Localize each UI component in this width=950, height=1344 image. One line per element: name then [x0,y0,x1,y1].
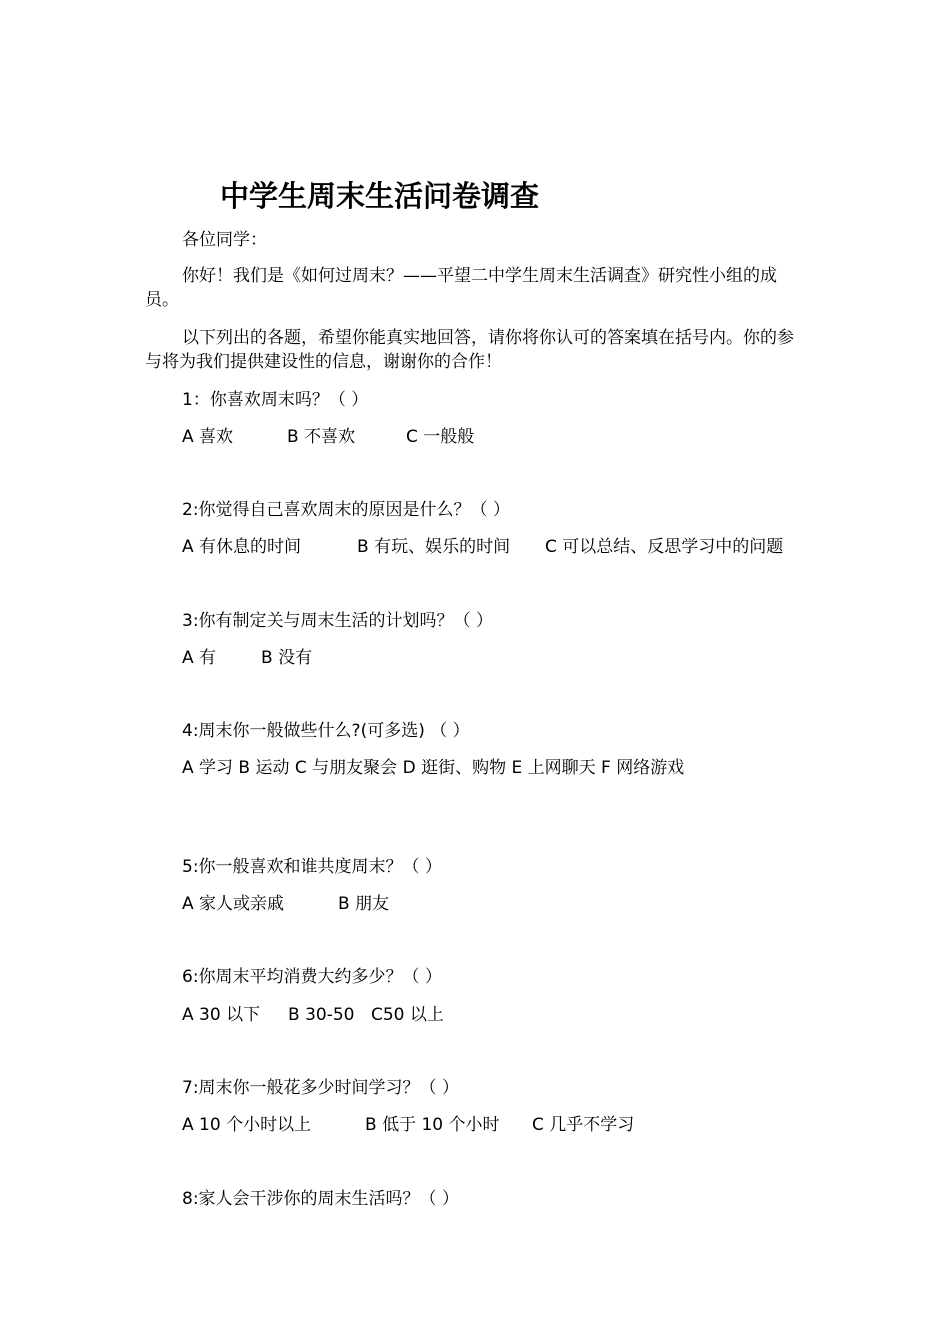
option-b: B 朋友 [338,894,390,914]
intro-paragraph-1: 你好！我们是《如何过周末？——平望二中学生周末生活调查》研究性小组的成员。 [145,266,777,310]
question-5-options [182,892,389,916]
question-7: 7:周末你一般花多少时间学习？（ ） [182,1078,459,1098]
option-b: B 有玩、娱乐的时间 [357,537,511,557]
question-7-options [182,1113,634,1137]
question-2-options [182,535,783,559]
question-2: 2:你觉得自己喜欢周末的原因是什么？（ ） [182,500,510,520]
option-a: A 10 个小时以上 [182,1115,312,1135]
question-3-options [182,646,312,670]
option-b: B 没有 [261,648,313,668]
option-c: C 可以总结、反思学习中的问题 [545,537,784,557]
greeting: 各位同学： [182,230,267,250]
page-title: 中学生周末生活问卷调查 [220,179,540,213]
option-a: A 有 [182,648,217,668]
question-4-options: A 学习 B 运动 C 与朋友聚会 D 逛街、购物 E 上网聊天 F 网络游戏 [182,758,685,778]
option-b: B 30-50 [288,1005,355,1025]
option-a: A 家人或亲戚 [182,894,285,914]
option-b: B 低于 10 个小时 [365,1115,500,1135]
option-c: C50 以上 [371,1005,444,1025]
question-5: 5:你一般喜欢和谁共度周末？（ ） [182,857,442,877]
option-c: C 一般般 [406,427,475,447]
question-1-options [182,425,474,449]
option-a: A 30 以下 [182,1005,261,1025]
question-1: 1：你喜欢周末吗？（ ） [182,390,369,410]
intro-paragraph-2: 以下列出的各题，希望你能真实地回答，请你将你认可的答案填在括号内。你的参与将为我们提供建设性的信息，谢谢你的合作！ [145,328,794,372]
option-a: A 喜欢 [182,427,234,447]
question-4: 4:周末你一般做些什么?(可多选) （ ） [182,721,470,741]
question-6-options [182,1003,444,1027]
option-a: A 有休息的时间 [182,537,302,557]
question-3: 3:你有制定关与周末生活的计划吗？（ ） [182,611,493,631]
option-b: B 不喜欢 [287,427,356,447]
question-6: 6:你周末平均消费大约多少？（ ） [182,967,442,987]
question-8: 8:家人会干涉你的周末生活吗？（ ） [182,1189,459,1209]
option-c: C 几乎不学习 [532,1115,635,1135]
